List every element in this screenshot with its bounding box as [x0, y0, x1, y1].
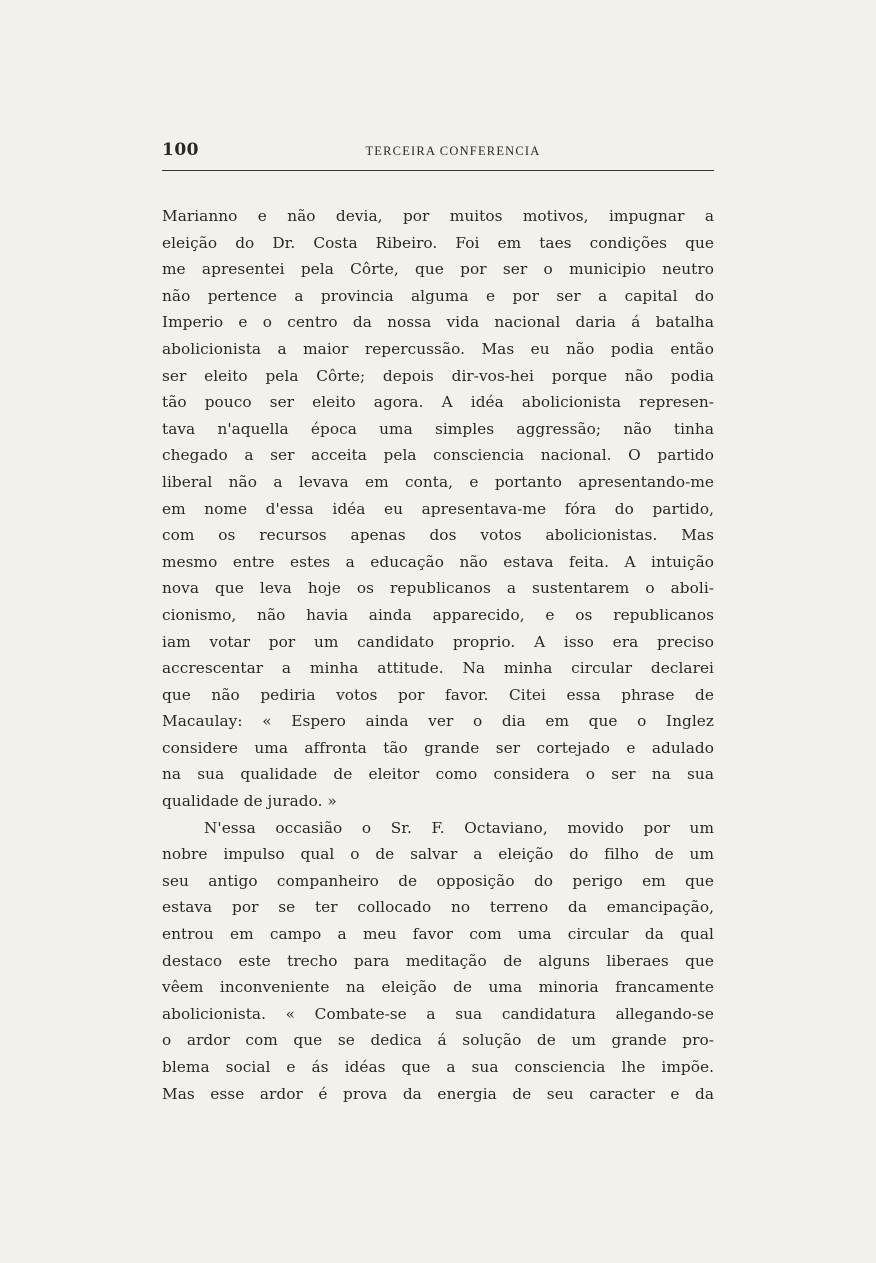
text-line: Mas esse ardor é prova da energia de seu caracter e da — [162, 1084, 714, 1103]
text-line: chegado a ser acceita pela consciencia nacional. O partido — [162, 446, 714, 465]
text-line: destaco este trecho para meditação de alguns liberaes que — [162, 951, 714, 970]
running-header — [162, 138, 714, 166]
text-line: com os recursos apenas dos votos abolicionistas. Mas — [162, 526, 714, 545]
text-line: Imperio e o centro da nossa vida nacional daria á batalha — [162, 313, 714, 332]
paragraph-2 — [162, 815, 714, 1108]
text-line: na sua qualidade de eleitor como considera o ser na sua — [162, 765, 714, 784]
text-line: que não pediria votos por favor. Citei essa phrase de — [162, 685, 714, 704]
text-line: estava por se ter collocado no terreno da emancipação, — [162, 898, 714, 917]
text-line: iam votar por um candidato proprio. A isso era preciso — [162, 632, 714, 651]
text-line: Macaulay: « Espero ainda ver o dia em que o Inglez — [162, 712, 714, 731]
text-line: me apresentei pela Côrte, que por ser o municipio neutro — [162, 260, 714, 279]
running-title: TERCEIRA CONFERENCIA — [365, 144, 541, 158]
text-line: ser eleito pela Côrte; depois dir-vos-hei porque não podia — [162, 366, 714, 385]
text-line: tão pouco ser eleito agora. A idéa abolicionista represen- — [162, 393, 714, 412]
text-line: N'essa occasião o Sr. F. Octaviano, movido por um — [204, 818, 714, 837]
page-number: 100 — [162, 140, 199, 160]
paragraph-1 — [162, 203, 714, 815]
text-line: accrescentar a minha attitude. Na minha circular declarei — [162, 659, 714, 678]
text-line: entrou em campo a meu favor com uma circular da qual — [162, 925, 714, 944]
text-line: qualidade de jurado. » — [162, 792, 337, 811]
text-line: nobre impulso qual o de salvar a eleição do filho de um — [162, 845, 714, 864]
text-line: o ardor com que se dedica á solução de um grande pro- — [162, 1031, 714, 1050]
text-line: tava n'aquella época uma simples aggressão; não tinha — [162, 419, 714, 438]
text-line: seu antigo companheiro de opposição do perigo em que — [162, 871, 714, 890]
text-line: não pertence a provincia alguma e por ser a capital do — [162, 286, 714, 305]
text-line: blema social e ás idéas que a sua consciencia lhe impõe. — [162, 1058, 714, 1076]
text-line: abolicionista. « Combate-se a sua candidatura allegando-se — [162, 1004, 714, 1023]
text-line: vêem inconveniente na eleição de uma minoria francamente — [162, 978, 714, 997]
text-line: Marianno e não devia, por muitos motivos, impugnar a — [162, 207, 714, 225]
text-line: nova que leva hoje os republicanos a sustentarem o aboli- — [162, 579, 714, 598]
text-line: considere uma affronta tão grande ser cortejado e adulado — [162, 738, 714, 757]
body-text — [162, 203, 714, 1143]
text-line: eleição do Dr. Costa Ribeiro. Foi em taes condições que — [162, 233, 714, 252]
text-line: em nome d'essa idéa eu apresentava-me fóra do partido, — [162, 499, 714, 518]
text-line: cionismo, não havia ainda apparecido, e os republicanos — [162, 605, 714, 624]
text-line: liberal não a levava em conta, e portanto apresentando-me — [162, 472, 714, 491]
text-line: abolicionista a maior repercussão. Mas eu não podia então — [162, 339, 714, 358]
header-rule — [162, 170, 714, 171]
text-line: mesmo entre estes a educação não estava feita. A intuição — [162, 552, 714, 571]
